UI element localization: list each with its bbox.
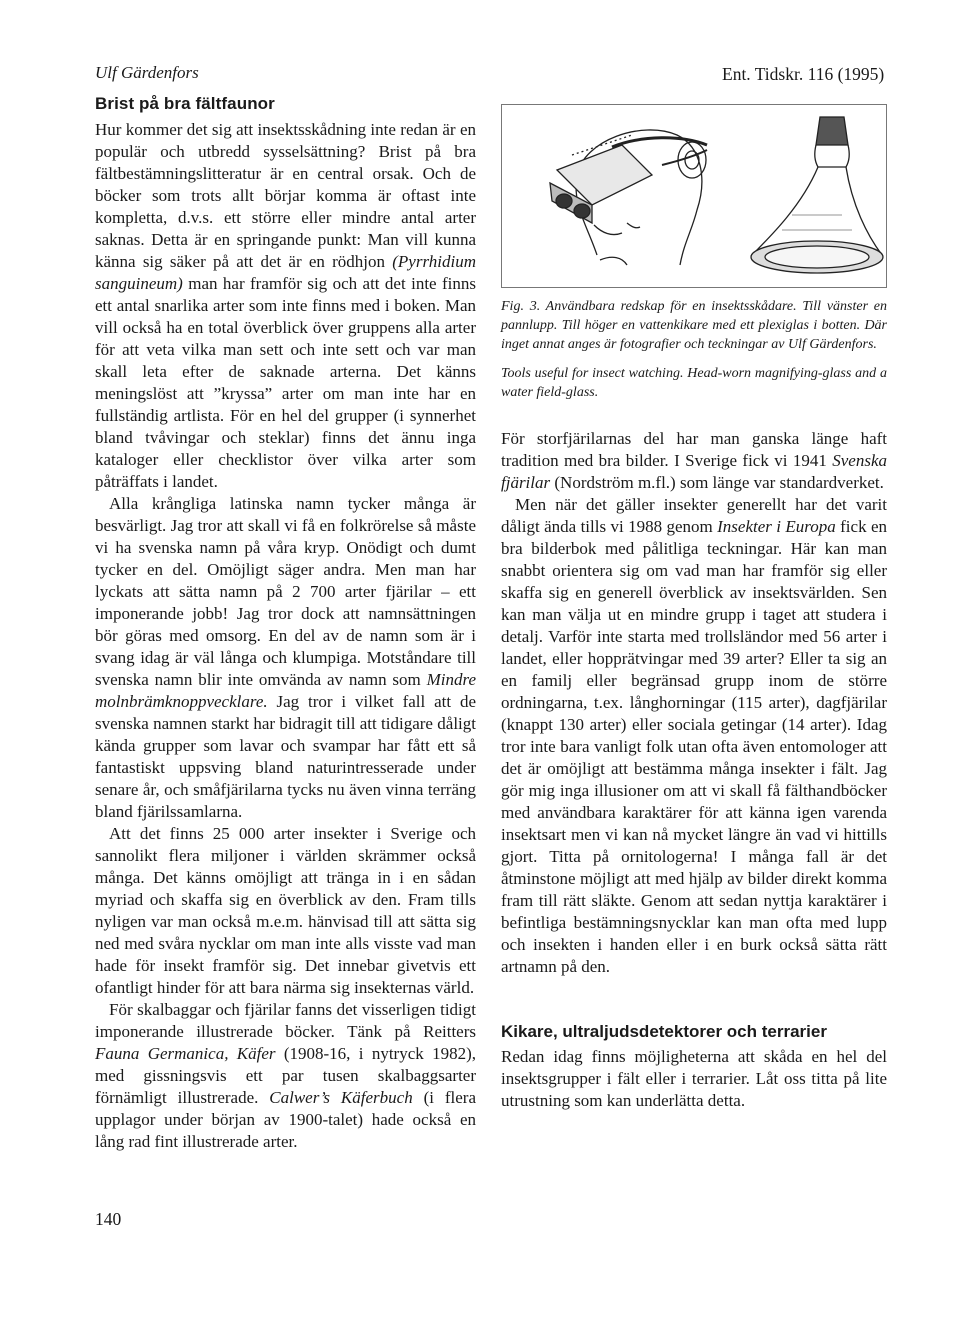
paragraph-3: Att det finns 25 000 arter insekter i Sverige och sannolikt flera miljoner i världen skrämmer också många. Det känns omöjligt att tränga in i en sådan myriad och skaffa sig en överblick av den. Fram tills nyligen var man också m.e.m. hänvisad till att sätta sig ned med svåra nycklar om man inte alls visste vad man hade för insekt framför sig. Det innebar givetvis ett ofantligt hinder för att bara närma sig insekternas värld. <box>95 824 476 997</box>
page-number: 140 <box>95 1209 122 1229</box>
paragraph-text: Jag tror i vilket fall att de svenska namnen starkt har bidragit till att tidigare dåligt kända grupper som lavar och svampar har fått ett så fantastiskt uppsving bland naturintresserade under senare år, och småfjärilarna tycks nu även vinna terräng bland fjärilssamlarna. <box>95 692 477 821</box>
running-header-author: Ulf Gärdenfors <box>95 63 199 82</box>
water-field-glass-drawing <box>751 117 883 273</box>
paragraph-1 <box>95 119 476 493</box>
paragraph-text: Men när det gäller insekter generellt har det varit dåligt ända tills vi 1988 genom <box>501 495 887 536</box>
book-title: Fauna Germanica, Käfer <box>95 1044 276 1063</box>
paragraph-text: Hur kommer det sig att insektsskådning inte redan är en populär och utbredd sysselsättning? Brist på bra fältbestämningslitteratur är en central orsak. Och de böcker som trots allt börjar komma är oftast inte kompletta, d.v.s. ett större eller mindre antal arter saknas. Detta är en springande punkt: Man vill kunna känna sig säker på att det är en rödhjon <box>95 120 476 271</box>
section-heading: Brist på bra fältfaunor <box>95 94 275 113</box>
tools-drawing <box>502 105 886 287</box>
paragraph-2 <box>95 493 476 823</box>
paragraph-text: För storfjärilarnas del har man ganska länge haft tradition med bra bilder. I Sverige fick vi 1941 <box>501 429 887 470</box>
book-title: Calwer’s Käferbuch <box>269 1088 413 1107</box>
left-column <box>95 94 476 1153</box>
section-heading-2: Kikare, ultraljudsdetektorer och terrarier <box>501 1022 827 1041</box>
paragraph-text: fick en bra bilderbok med pålitliga teckningar. Här kan man snabbt orientera sig om vad man har framför sig eller skaffa sig en generell överblick av insektsvärlden. Sen kan man välja ut en mindre grupp i taget att studera i detalj. Varför inte starta med trollsländor med 56 arter i landet, eller hopprätvingar med 39 arter? Eller ta sig an en familj eller begränsad grupp inom de större ordningarna, t.ex. långhorningar (115 arter), dagfjärilar (knappt 130 arter) eller sociala getingar (14 arter). Idag tror inte bara vanligt folk utan ofta även entomologer att det är omöjligt att bestämma många insekter i fält. Jag gör mig inga illusioner om att vi skall få fälthandböcker med användbara karaktärer för att känna igen varenda insektsart men vi kan nå mycket längre än vad vi hittills gjort. Titta på ornitologerna! I många fall är det åtminstone möjligt att med hjälp av bilder direkt komma fram till rätt släkte. Genom att sedan nyttja karaktärer i befintliga bestämningsnycklar kan man ofta med lupp och insekten i handen eller i en burk också sätta rätt artnamn på den. <box>501 517 888 976</box>
species-name: (Pyrrhidium sanguineum) <box>95 252 477 293</box>
head-worn-magnifier-drawing <box>550 130 707 265</box>
italic-name: Mindre molnbrämknoppvecklare. <box>95 670 476 711</box>
right-column <box>501 104 887 1112</box>
right-text <box>501 428 887 1112</box>
paragraph-text: För skalbaggar och fjärilar fanns det visserligen tidigt imponerande illustrerade böcker. Tänk på Reitters <box>95 1000 476 1041</box>
paragraph-5 <box>501 428 887 494</box>
figure-caption-english: Tools useful for insect watching. Head-worn magnifying-glass and a water field-glass. <box>501 366 887 400</box>
paragraph-text: (i flera upplagor under början av 1900-talet) hade också en lång rad fint illustrerade arter. <box>95 1088 477 1151</box>
book-title: Insekter i Europa <box>717 517 836 536</box>
figure-illustration <box>501 104 887 288</box>
paragraph-text: man har framför sig och att det inte finns ett antal snarlika arter som inte finns med i boken. Man vill också ha en total överblick över gruppens alla arter för att veta vilka man sett och inte sett och var man skall leta efter de saknade arterna. Det känns meningslöst att ”kryssa” arter om man inte har en fullständig artlista. För en hel del grupper (i synnerhet bland tvåvingar och steklar) finns det ännu inga kataloger eller checklistor över vilka arter som påträffats i landet. <box>95 274 476 491</box>
paragraph-7: Redan idag finns möjligheterna att skåda en hel del insektsgrupper i fält eller i terrarier. Låt oss titta på lite utrustning som kan underlätta detta. <box>501 1047 887 1110</box>
paragraph-text: (1908-16, i nytryck 1982), med gissningsvis ett par tusen skalbaggsarter förnämligt illustrerade. <box>95 1044 477 1107</box>
paragraph-4 <box>95 999 476 1153</box>
book-title: Svenska fjärilar <box>501 451 887 492</box>
paragraph-6 <box>501 494 887 978</box>
figure-caption-swedish: Fig. 3. Användbara redskap för en insektsskådare. Till vänster en pannlupp. Till höger en vattenkikare med ett plexiglas i botten. Där inget annat anges är fotografier och teckningar av Ulf Gärdenfors. <box>501 299 887 352</box>
paragraph-text: Alla krångliga latinska namn tycker många är besvärligt. Jag tror att skall vi få en folkrörelse så måste vi ha svenska namn på våra kryp. Onödigt och dumt tycker en del. Omöjligt säger andra. Men man har lyckats att sätta namn på 2 700 arter fjärilar – ett imponerande jobb! Jag tror dock att namnsättningen bör göras med omsorg. En del av de namn som är i svang idag är väl långa och klumpiga. Motståndare till svenska namn blir inte omvända av namn som <box>95 494 476 689</box>
running-header-journal: Ent. Tidskr. 116 (1995) <box>722 64 885 84</box>
paragraph-text: (Nordström m.fl.) som länge var standardverket. <box>554 473 884 492</box>
